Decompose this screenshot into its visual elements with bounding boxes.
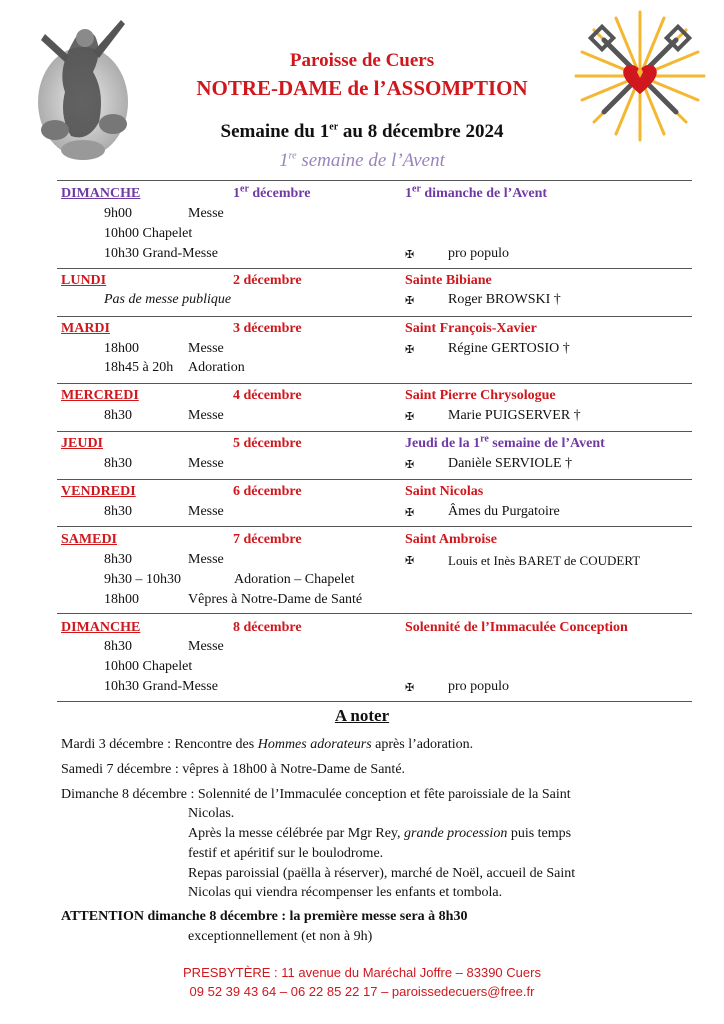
service-time: 9h30 – 10h30 (104, 572, 181, 587)
liturgical-feast: Saint François-Xavier (405, 321, 537, 336)
liturgical-feast: Solennité de l’Immaculée Conception (405, 620, 628, 635)
mass-intention: Louis et Inès BARET de COUDERT (448, 553, 641, 568)
liturgical-feast: 1er dimanche de l’Avent (405, 183, 548, 201)
presbytery-contact: 09 52 39 43 64 – 06 22 85 22 17 – paroissedecuers@free.fr (189, 984, 535, 999)
divider (57, 479, 692, 480)
advent-subtitle: 1re semaine de l’Avent (279, 150, 445, 171)
note-line: Nicolas qui viendra récompenser les enfants et tombola. (188, 885, 503, 900)
day-date: 4 décembre (233, 388, 302, 403)
maltese-cross-icon: ✠ (405, 343, 415, 356)
day-date: 3 décembre (233, 321, 302, 336)
maltese-cross-icon: ✠ (405, 458, 415, 471)
mass-label: Messe (188, 504, 224, 519)
day-name: MERCREDI (61, 388, 139, 403)
service-line: 10h00 Chapelet (104, 659, 193, 674)
note-line: festif et apéritif sur le boulodrome. (188, 846, 384, 861)
divider (57, 383, 692, 384)
notes-title: A noter (334, 706, 390, 725)
maltese-cross-icon: ✠ (405, 248, 415, 261)
liturgical-feast: Sainte Bibiane (405, 273, 492, 288)
day-name: DIMANCHE (61, 620, 141, 635)
service-line: 10h30 Grand-Messe (104, 679, 218, 694)
mass-intention: Marie PUIGSERVER † (448, 408, 581, 423)
mass-time: 18h00 (104, 341, 139, 356)
maltese-cross-icon: ✠ (405, 506, 415, 519)
day-date: 5 décembre (233, 436, 302, 451)
note-line: Dimanche 8 décembre : Solennité de l’Immaculée conception et fête paroissiale de la Saint (61, 787, 571, 802)
day-date: 6 décembre (233, 484, 302, 499)
day-date: 1er décembre (233, 183, 311, 201)
day-name: LUNDI (61, 273, 107, 288)
attention-note-continued: exceptionnellement (et non à 9h) (188, 929, 373, 944)
day-name: DIMANCHE (61, 186, 141, 201)
service-label: Adoration (188, 360, 245, 375)
divider (57, 316, 692, 317)
mass-time: 8h30 (104, 639, 132, 654)
mass-intention: Âmes du Purgatoire (448, 504, 560, 519)
maltese-cross-icon: ✠ (405, 294, 415, 307)
note-line: Repas paroissial (paëlla à réserver), marché de Noël, accueil de Saint (188, 866, 576, 881)
mass-time: 8h30 (104, 408, 132, 423)
church-name: NOTRE-DAME de l’ASSOMPTION (196, 76, 528, 100)
day-date: 7 décembre (233, 532, 302, 547)
day-date: 2 décembre (233, 273, 302, 288)
mass-intention: Danièle SERVIOLE † (448, 456, 573, 471)
mass-label: Messe (188, 341, 224, 356)
no-mass-note: Pas de messe publique (104, 292, 232, 307)
mass-time: 9h00 (104, 206, 132, 221)
mass-intention: pro populo (448, 679, 510, 694)
divider (57, 431, 692, 432)
parish-name: Paroisse de Cuers (289, 50, 435, 71)
note-line: Mardi 3 décembre : Rencontre des Hommes adorateurs après l’adoration. (61, 737, 474, 752)
note-line: Samedi 7 décembre : vêpres à 18h00 à Notre-Dame de Santé. (61, 762, 406, 777)
divider (57, 180, 692, 181)
attention-note: ATTENTION dimanche 8 décembre : la première messe sera à 8h30 (61, 909, 468, 924)
service-label: Adoration – Chapelet (234, 572, 355, 587)
mass-label: Messe (188, 639, 224, 654)
day-name: JEUDI (61, 436, 104, 451)
mass-time: 8h30 (104, 456, 132, 471)
divider (57, 526, 692, 527)
presbytery-address: PRESBYTÈRE : 11 avenue du Maréchal Joffre – 83390 Cuers (183, 965, 541, 980)
maltese-cross-icon: ✠ (405, 554, 415, 567)
divider (57, 701, 692, 702)
mass-time: 8h30 (104, 552, 132, 567)
note-line: Après la messe célébrée par Mgr Rey, grande procession puis temps (188, 826, 572, 841)
week-title: Semaine du 1er au 8 décembre 2024 (220, 121, 504, 142)
service-line: 10h00 Chapelet (104, 226, 193, 241)
liturgical-feast: Saint Nicolas (405, 484, 484, 499)
service-label: Vêpres à Notre-Dame de Santé (188, 592, 363, 607)
mass-intention: Régine GERTOSIO † (448, 341, 570, 356)
liturgical-feast: Jeudi de la 1re semaine de l’Avent (405, 433, 605, 451)
service-line: 10h30 Grand-Messe (104, 246, 218, 261)
day-date: 8 décembre (233, 620, 302, 635)
maltese-cross-icon: ✠ (405, 681, 415, 694)
mass-label: Messe (188, 206, 224, 221)
day-name: SAMEDI (61, 532, 118, 547)
service-time: 18h00 (104, 592, 139, 607)
mass-intention: Roger BROWSKI † (448, 292, 561, 307)
divider (57, 613, 692, 614)
mass-label: Messe (188, 408, 224, 423)
day-name: MARDI (61, 321, 110, 336)
mass-time: 8h30 (104, 504, 132, 519)
liturgical-feast: Saint Pierre Chrysologue (405, 388, 556, 403)
day-name: VENDREDI (61, 484, 136, 499)
liturgical-feast: Saint Ambroise (405, 532, 497, 547)
maltese-cross-icon: ✠ (405, 410, 415, 423)
mass-label: Messe (188, 456, 224, 471)
service-time: 18h45 à 20h (104, 360, 174, 375)
mass-intention: pro populo (448, 246, 510, 261)
divider (57, 268, 692, 269)
mass-label: Messe (188, 552, 224, 567)
note-line: Nicolas. (188, 806, 235, 821)
